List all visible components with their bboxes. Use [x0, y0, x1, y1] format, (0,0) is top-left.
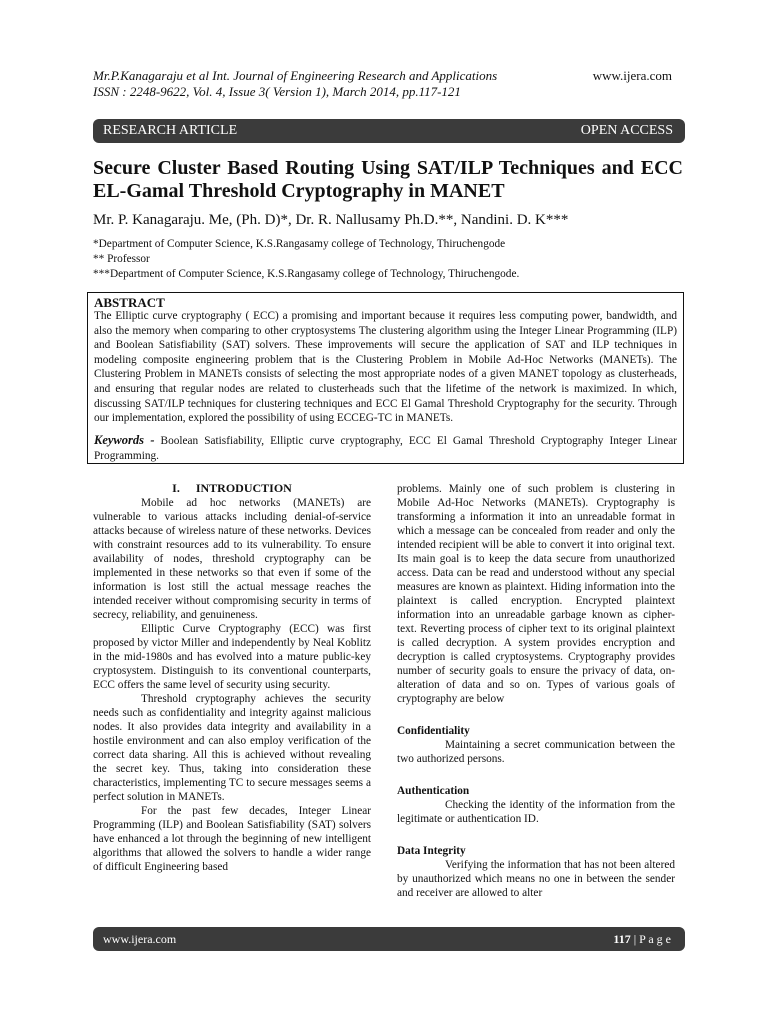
intro-continued: problems. Mainly one of such problem is clustering in Mobile Ad-Hoc Networks (MANETs). Cryptography is transforming a information it into an unreadable format in which a message can be concealed from reader and only the intended recipient will be able to convert it into original text. Its main goal is to keep the data secure from unauthorized access. Data can be read and understood without any special measures are known as plaintext. Hiding information into the plaintext is called encryption. Encrypted plaintext information into an unreadable garbage known as cipher-text. Reverting process of cipher text to its original plaintext is called decryption. A system provides encryption and decryption is called cryptosystems. Cryptography provides number of security goals to ensure the privacy of data, on-alteration of data and so on. Types of various goals of cryptography are below: [397, 483, 675, 705]
citation-line-1: Mr.P.Kanagaraju et al Int. Journal of Engineering Research and Applications: [93, 68, 498, 83]
subsection-text-data-integrity: Verifying the information that has not been altered by unauthorized which means no one in between the sender and receiver are allowed to alter: [397, 859, 675, 899]
keywords-text: Boolean Satisfiability, Elliptic curve cryptography, ECC El Gamal Threshold Cryptography Integer Linear Programming.: [94, 435, 677, 462]
subsection-heading-confidentiality: Confidentiality: [397, 725, 470, 737]
subsection-text-confidentiality: Maintaining a secret communication between the two authorized persons.: [397, 739, 675, 765]
affiliation-3: ***Department of Computer Science, K.S.Rangasamy college of Technology, Thiruchengode.: [93, 268, 520, 280]
keywords: [94, 433, 677, 463]
keywords-label: Keywords -: [94, 433, 155, 447]
subsection-heading-authentication: Authentication: [397, 785, 470, 797]
citation-header: [93, 68, 497, 100]
open-access-label: OPEN ACCESS: [580, 123, 673, 138]
section-heading: [93, 481, 371, 496]
section-title: INTRODUCTION: [195, 481, 292, 495]
intro-paragraph: Mobile ad hoc networks (MANETs) are vulnerable to various attacks including denial-of-service attacks because of wireless nature of these networks. Devices with constraint resources add to its vulnerability. To ensure availability of nodes, threshold cryptography can be implemented in these networks so that even if some of the information is lost still the actual message reaches the intended receiver without compromising security in terms of secrecy, reliability, and genuineness.: [93, 497, 371, 621]
footer-website[interactable]: www.ijera.com: [103, 932, 177, 946]
affiliations: [93, 237, 519, 282]
article-type-label: RESEARCH ARTICLE: [103, 123, 238, 138]
abstract-text: The Elliptic curve cryptography ( ECC) a promising and important because it requires less computing power, bandwidth, and also the memory when comparing to other cryptosystems The clustering algorithm using the Integer Linear Programming (ILP) and Boolean Satisfiability (SAT) solvers. These improvements will secure the application of SAT and ILP techniques in modeling composite engineering problem that is the Clustering Problem in Mobile Ad-Hoc Networks (MANETs). The Clustering Problem in MANETs consists of selecting the most appropriate nodes of a given MANET topology as clusterheads, and ensuring that regular nodes are related to clusterheads such that the lifetime of the network is maximized. In which, discussing SAT/ILP techniques for clustering techniques and ECC El Gamal Threshold Cryptography for the security. Through our implementation, explored the possibility of using ECCEG-TC in MANETs.: [94, 310, 677, 425]
section-number: I.: [172, 481, 180, 495]
page-number: 117: [613, 932, 631, 946]
abstract-heading: ABSTRACT: [94, 295, 165, 310]
intro-paragraph: Elliptic Curve Cryptography (ECC) was first proposed by victor Miller and independently by Neal Koblitz in the mid-1980s and has evolved into a mature public-key cryptosystem. Distinguish to its conventional counterparts, ECC offers the same level of security using security.: [93, 623, 371, 691]
paper-title: Secure Cluster Based Routing Using SAT/ILP Techniques and ECC EL-Gamal Threshold Cryptography in MANET: [93, 157, 683, 202]
intro-paragraph: For the past few decades, Integer Linear Programming (ILP) and Boolean Satisfiability (SAT) solvers have enhanced a lot through the beginning of new intelligent algorithms that allowed the solvers to handle a wider range of difficult Engineering based: [93, 805, 371, 873]
author-list: Mr. P. Kanagaraju. Me, (Ph. D)*, Dr. R. Nallusamy Ph.D.**, Nandini. D. K***: [93, 212, 569, 228]
article-banner: [93, 119, 685, 143]
page-label: | P a g e: [630, 932, 671, 946]
citation-line-2: ISSN : 2248-9622, Vol. 4, Issue 3( Version 1), March 2014, pp.117-121: [93, 84, 461, 99]
left-column: [93, 496, 371, 874]
intro-paragraph: Threshold cryptography achieves the security needs such as confidentiality and integrity against malicious nodes. It also provides data integrity and availability in a hostile environment and can also employ verification of the correct data sharing. All this is achieved without revealing the secret key. Thus, taking into consideration these characteristics, implementing TC to secure messages seems a perfect solution in MANETs.: [93, 693, 371, 803]
journal-website[interactable]: www.ijera.com: [592, 68, 672, 83]
abstract-box: [87, 292, 684, 464]
subsection-text-authentication: Checking the identity of the information from the legitimate or authentication ID.: [397, 799, 675, 825]
right-column: [397, 482, 675, 900]
affiliation-1: *Department of Computer Science, K.S.Rangasamy college of Technology, Thiruchengode: [93, 238, 506, 250]
subsection-heading-data-integrity: Data Integrity: [397, 845, 466, 857]
page-indicator: [613, 932, 671, 947]
affiliation-2: ** Professor: [93, 253, 150, 265]
footer-bar: [93, 927, 685, 951]
